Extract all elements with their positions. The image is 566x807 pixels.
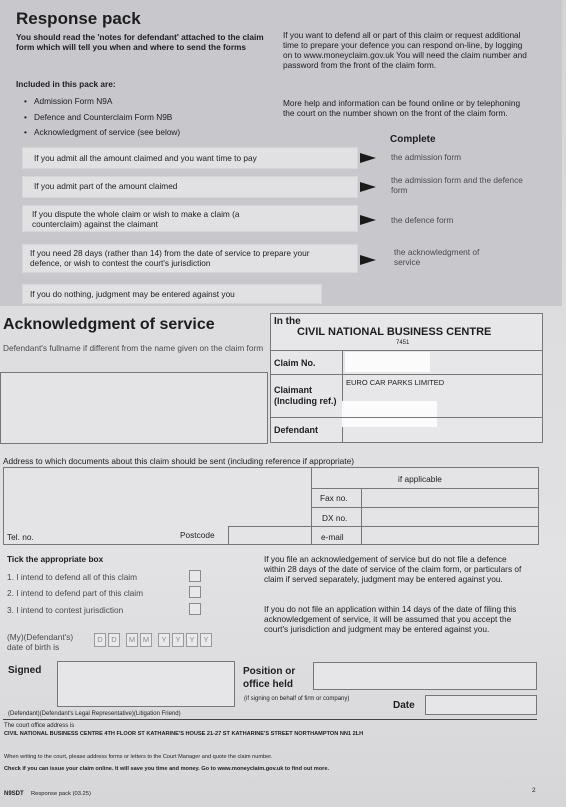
dx-label: DX no. [322, 513, 348, 523]
online-note: Check if you can issue your claim online. It will save you time and money. Go to www.moneyclaim.gov.uk to find out more. [4, 766, 330, 772]
address-label: Address to which documents about this claim should be sent (including reference if appropriate) [3, 456, 354, 466]
condition-4: If you need 28 days (rather than 14) from the date of service to prepare your defence, or wish to contest the court's jurisdiction [30, 248, 310, 268]
divider [311, 507, 539, 508]
arrow-icon [360, 182, 376, 192]
tel-label: Tel. no. [7, 532, 34, 542]
dob-day-cell[interactable]: D [94, 633, 106, 647]
divider [270, 417, 543, 418]
condition-2: If you admit part of the amount claimed [34, 181, 178, 191]
contest-jurisdiction-checkbox[interactable] [189, 603, 201, 615]
pack-item-defence: • Defence and Counterclaim Form N9B [34, 112, 172, 122]
dob-day-cell[interactable]: D [108, 633, 120, 647]
dob-label: (My)(Defendant's) date of birth is [7, 632, 74, 652]
action-2: the admission form and the defence form [391, 175, 523, 195]
divider [361, 488, 362, 545]
court-name: CIVIL NATIONAL BUSINESS CENTRE [297, 326, 492, 338]
pack-item-ack: • Acknowledgment of service (see below) [34, 127, 180, 137]
action-3: the defence form [391, 215, 454, 225]
warning-jurisdiction: If you do not file an application within 14 days of the date of filing this acknowledgement of service, it will be assumed that you accept the court's jurisdiction and judgment may be entered against you. [264, 604, 517, 634]
signer-note: (Defendant)(Defendant's Legal Representative)(Litigation Friend) [8, 711, 181, 717]
fullname-field[interactable] [0, 372, 268, 444]
if-applicable-label: if applicable [398, 474, 442, 484]
postcode-label: Postcode [180, 530, 215, 540]
divider [270, 374, 543, 375]
form-name: Response pack (03.25) [31, 791, 91, 797]
fax-label: Fax no. [320, 493, 348, 503]
claim-no-field[interactable] [345, 352, 430, 372]
action-4: the acknowledgment of service [394, 247, 480, 267]
arrow-icon [360, 153, 376, 163]
option-contest: 3. I intend to contest jurisdiction [7, 605, 124, 615]
claimant-ref-field[interactable] [342, 401, 437, 427]
email-label: e-mail [321, 532, 344, 542]
divider [311, 488, 539, 489]
online-info: If you want to defend all or part of this claim or request additional time to prepare your defence you can respond on-line, by logging on to www.moneyclaim.gov.uk You will need the claim number and password from the front of the claim form. [283, 30, 527, 70]
complete-heading: Complete [390, 134, 436, 145]
office-address: CIVIL NATIONAL BUSINESS CENTRE 4TH FLOOR ST KATHARINE'S HOUSE 21-27 ST KATHARINE'S STREET NORTHAMPTON NN1 2LH [4, 731, 364, 737]
position-label: Position or office held [243, 666, 296, 690]
dob-field[interactable] [94, 633, 234, 649]
page-number: 2 [532, 787, 536, 794]
help-info: More help and information can be found online or by telephoning the court on the number shown on the front of the claim form. [283, 98, 521, 118]
date-label: Date [393, 700, 415, 711]
claim-no-label: Claim No. [274, 358, 316, 368]
dob-year-cell[interactable]: Y [172, 633, 184, 647]
divider [311, 467, 312, 545]
claimant-label: Claimant (Including ref.) [274, 385, 337, 406]
option-defend-all: 1. I intend to defend all of this claim [7, 572, 138, 582]
dob-year-cell[interactable]: Y [158, 633, 170, 647]
arrow-icon [360, 255, 376, 265]
defendant-label: Defendant [274, 425, 319, 435]
action-1: the admission form [391, 152, 462, 162]
date-field[interactable] [425, 695, 537, 715]
position-field[interactable] [313, 662, 537, 690]
included-heading: Included in this pack are: [16, 79, 116, 89]
divider [311, 526, 539, 527]
office-address-label: The court office address is [4, 723, 75, 729]
divider [3, 719, 537, 720]
dob-year-cell[interactable]: Y [186, 633, 198, 647]
arrow-icon [360, 215, 376, 225]
defend-part-checkbox[interactable] [189, 586, 201, 598]
claimant-value: EURO CAR PARKS LIMITED [346, 378, 445, 387]
option-defend-part: 2. I intend to defend part of this claim [7, 588, 144, 598]
warning-defence: If you file an acknowledgement of service but do not file a defence within 28 days of the date of service of the claim form, or particulars of claim if served separately, judgment may be entered against you. [264, 554, 522, 584]
do-nothing-note: If you do nothing, judgment may be entered against you [30, 289, 235, 299]
defend-all-checkbox[interactable] [189, 570, 201, 582]
intro-text: You should read the 'notes for defendant' attached to the claim form which will tell you when and where to send the forms [16, 32, 264, 52]
form-code: N9SDT [4, 791, 24, 797]
signed-label: Signed [8, 665, 42, 676]
firm-note: (if signing on behalf of firm or company) [244, 696, 350, 702]
signature-field[interactable] [57, 661, 235, 707]
writing-note: When writing to the court, please address forms or letters to the Court Manager and quote the claim number. [4, 754, 273, 760]
dob-month-cell[interactable]: M [140, 633, 152, 647]
condition-1: If you admit all the amount claimed and you want time to pay [34, 153, 257, 163]
dob-year-cell[interactable]: Y [200, 633, 212, 647]
dob-month-cell[interactable]: M [126, 633, 138, 647]
tick-heading: Tick the appropriate box [7, 554, 104, 564]
response-pack-title: Response pack [16, 9, 141, 28]
divider [228, 526, 311, 527]
divider [270, 350, 543, 351]
divider [228, 526, 229, 545]
fullname-label: Defendant's fullname if different from the name given on the claim form [3, 343, 264, 353]
ack-title: Acknowledgment of service [3, 316, 215, 333]
court-code: 7451 [396, 340, 410, 346]
condition-3: If you dispute the whole claim or wish to make a claim (a counterclaim) against the claimant [32, 209, 240, 229]
pack-item-admission: • Admission Form N9A [34, 96, 112, 106]
in-the-label: In the [274, 316, 301, 327]
address-field[interactable] [3, 467, 539, 545]
